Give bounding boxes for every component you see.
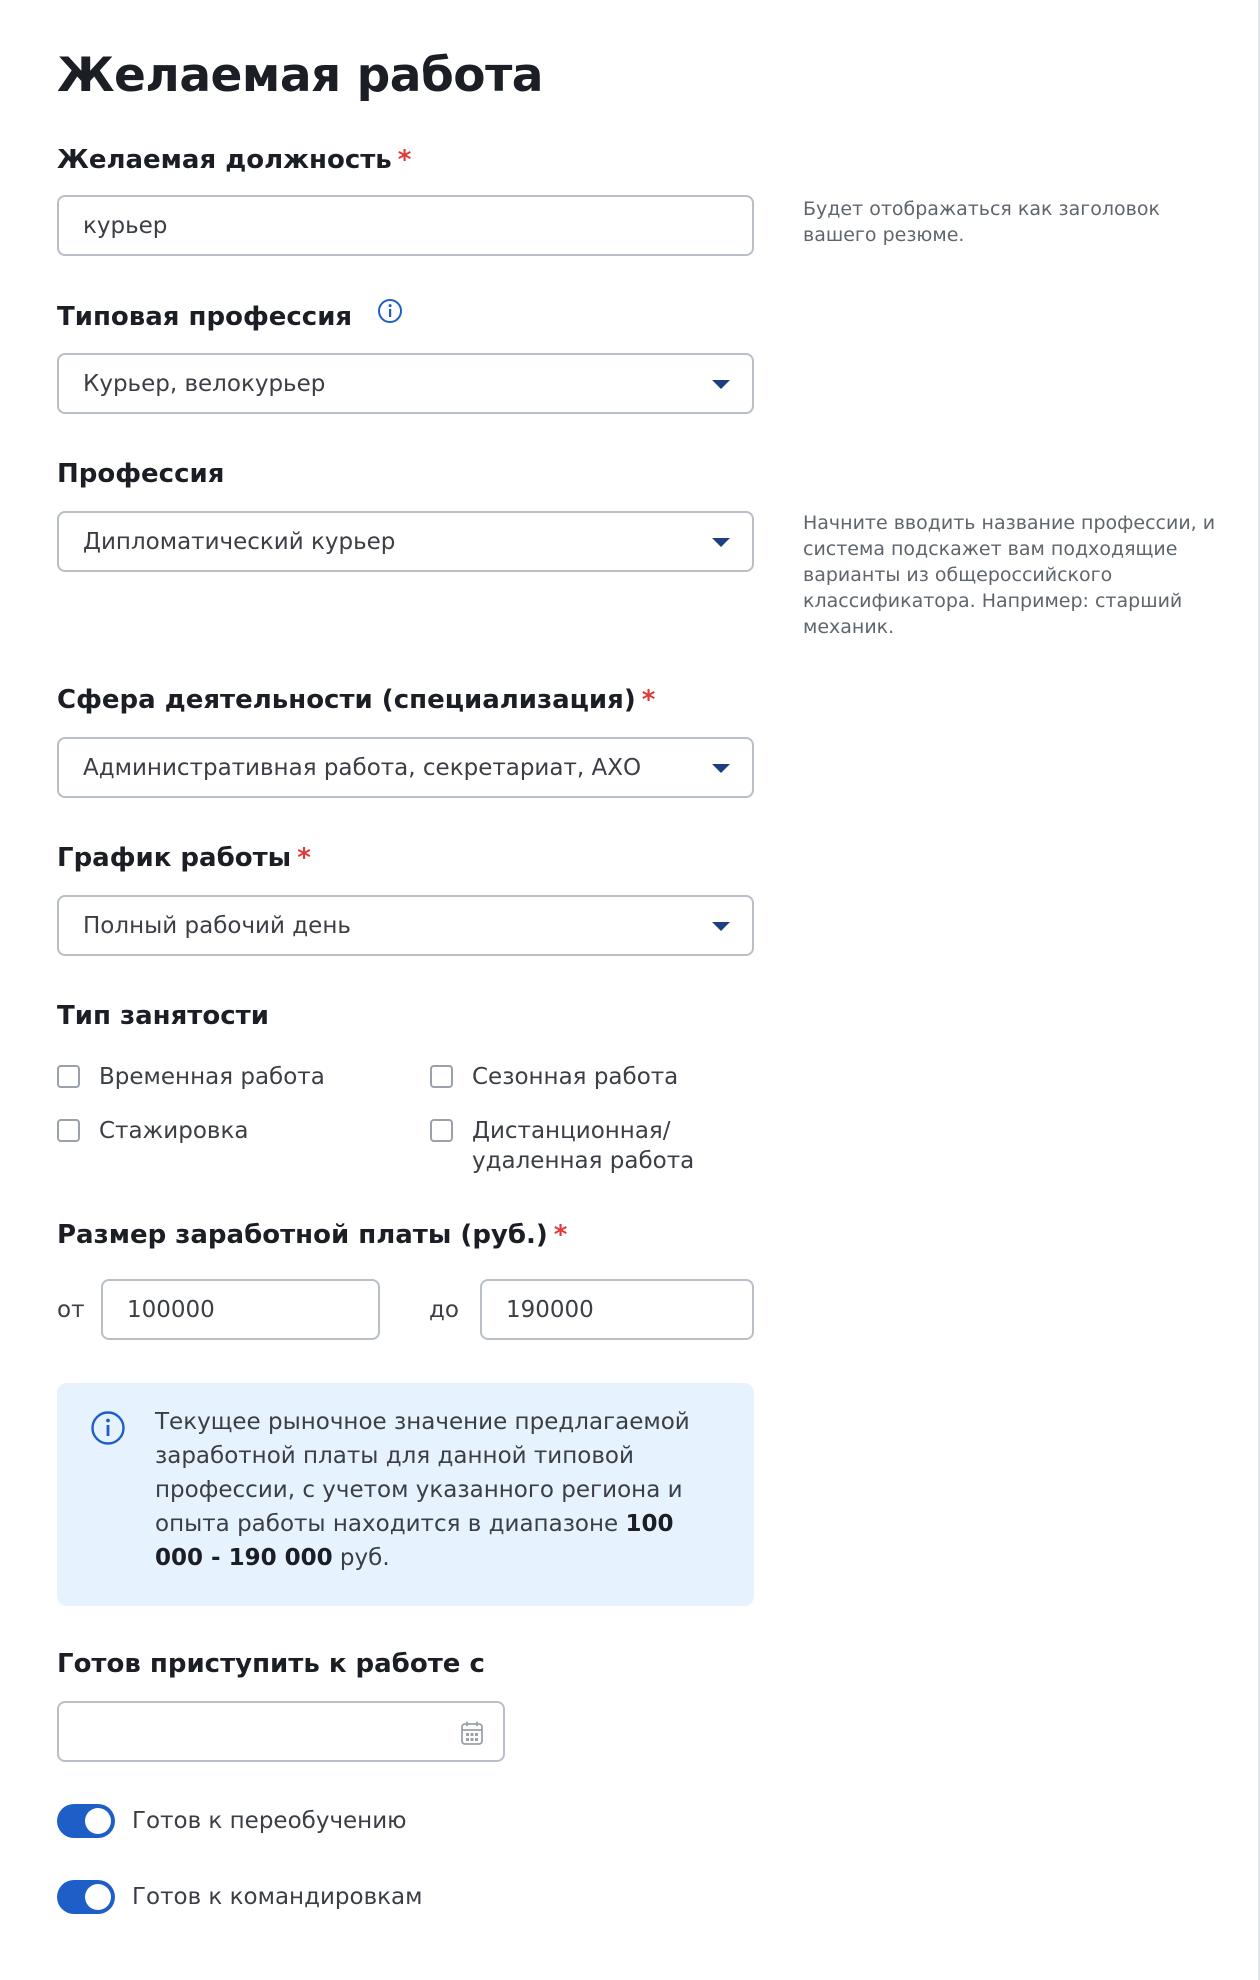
chevron-down-icon: [712, 538, 730, 547]
typical-profession-label: [57, 300, 403, 334]
schedule-label-text: График работы: [57, 843, 292, 873]
business-trips-toggle-label: Готов к командировкам: [132, 1884, 423, 1910]
profession-select[interactable]: [57, 511, 754, 572]
salary-from-value: 100000: [127, 1296, 215, 1323]
employment-type-label-text: Тип занятости: [57, 1001, 269, 1031]
salary-label: [57, 1218, 567, 1252]
salary-to-input[interactable]: [480, 1279, 754, 1340]
desired-position-hint: Будет отображаться как заголовок вашего резюме.: [803, 198, 1160, 246]
toggle-knob: [85, 1808, 111, 1834]
profession-value: Дипломатический курьер: [83, 528, 396, 555]
chevron-down-icon: [712, 764, 730, 773]
business-trips-toggle[interactable]: [57, 1880, 115, 1914]
chevron-down-icon: [712, 922, 730, 931]
required-mark: *: [297, 843, 311, 873]
profession-label: [57, 457, 224, 491]
checkbox-label: Дистанционная/ удаленная работа: [472, 1118, 695, 1174]
salary-to-label: до: [429, 1297, 459, 1323]
info-icon[interactable]: [377, 298, 403, 333]
checkbox-remote-work[interactable]: [430, 1116, 730, 1176]
salary-info-text-end: руб.: [332, 1545, 390, 1571]
salary-info-box: [57, 1383, 754, 1606]
schedule-value: Полный рабочий день: [83, 912, 351, 939]
salary-from-input[interactable]: [101, 1279, 380, 1340]
retraining-toggle[interactable]: [57, 1804, 115, 1838]
checkbox-box[interactable]: [57, 1119, 80, 1142]
checkbox-box[interactable]: [430, 1065, 453, 1088]
toggle-knob: [85, 1884, 111, 1910]
typical-profession-value: Курьер, велокурьер: [83, 370, 326, 397]
start-date-input[interactable]: [57, 1701, 505, 1762]
checkbox-box[interactable]: [430, 1119, 453, 1142]
salary-label-text: Размер заработной платы (руб.): [57, 1220, 548, 1250]
typical-profession-label-text: Типовая профессия: [57, 302, 353, 332]
page-title: Желаемая работа: [57, 48, 544, 103]
checkbox-internship[interactable]: [57, 1116, 248, 1146]
desired-position-label-text: Желаемая должность: [57, 145, 392, 175]
calendar-icon[interactable]: [460, 1720, 484, 1750]
salary-info-text-start: Текущее рыночное значение предлагаемой заработной платы для данной типовой профессии, с учетом указанного региона и опыта работы находится в диапазоне: [155, 1409, 690, 1537]
required-mark: *: [397, 145, 412, 175]
field-of-activity-value: Административная работа, секретариат, АХО: [83, 754, 642, 781]
business-trips-toggle-row[interactable]: [57, 1880, 423, 1914]
profession-label-text: Профессия: [57, 459, 225, 489]
typical-profession-select[interactable]: [57, 353, 754, 414]
salary-info-range: 100 000 - 190 000: [155, 1511, 674, 1571]
desired-position-value: курьер: [83, 212, 168, 239]
schedule-select[interactable]: [57, 895, 754, 956]
retraining-toggle-label: Готов к переобучению: [132, 1808, 407, 1834]
checkbox-label: Временная работа: [99, 1064, 325, 1090]
schedule-label: [57, 841, 311, 875]
field-of-activity-select[interactable]: [57, 737, 754, 798]
checkbox-label: Сезонная работа: [472, 1064, 679, 1090]
info-circle-icon: [90, 1410, 126, 1450]
profession-hint: Начните вводить название профессии, и система подскажет вам подходящие варианты из общероссийского классификатора. Например: старший механик.: [803, 512, 1216, 638]
salary-to-value: 190000: [506, 1296, 594, 1323]
start-date-label: [57, 1647, 485, 1681]
start-date-label-text: Готов приступить к работе с: [57, 1649, 485, 1679]
checkbox-seasonal-work[interactable]: [430, 1062, 678, 1092]
salary-from-label: от: [57, 1297, 85, 1323]
field-of-activity-label-text: Сфера деятельности (специализация): [57, 685, 636, 715]
required-mark: *: [641, 685, 656, 715]
field-of-activity-label: [57, 683, 655, 717]
checkbox-temporary-work[interactable]: [57, 1062, 325, 1092]
salary-info-text: [155, 1405, 725, 1575]
checkbox-label: Стажировка: [99, 1118, 249, 1144]
retraining-toggle-row[interactable]: [57, 1804, 407, 1838]
desired-position-label: [57, 143, 411, 177]
desired-position-input[interactable]: [57, 195, 754, 256]
chevron-down-icon: [712, 380, 730, 389]
employment-type-label: [57, 999, 269, 1033]
required-mark: *: [553, 1220, 568, 1250]
checkbox-box[interactable]: [57, 1065, 80, 1088]
